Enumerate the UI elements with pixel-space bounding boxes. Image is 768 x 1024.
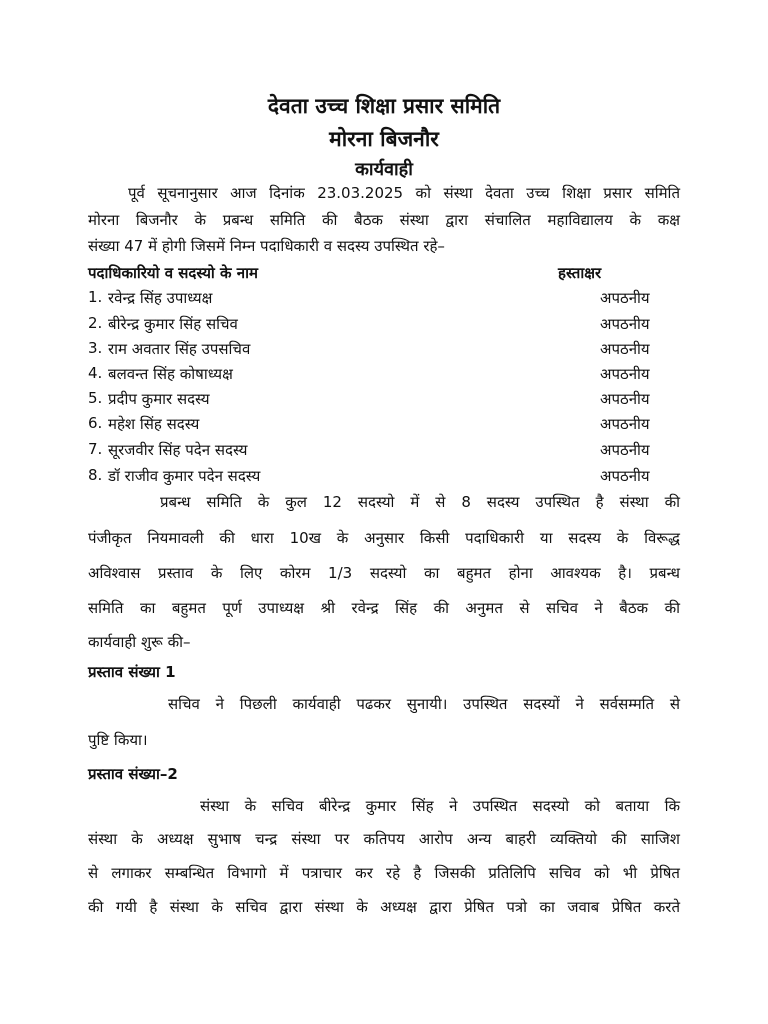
member-signature: अपठनीय [600,467,650,485]
quorum-line: अविश्वास प्रस्ताव के लिए कोरम 1/3 सदस्यो का बहुमत होना आवश्यक है। प्रबन्ध [88,564,680,582]
member-signature: अपठनीय [600,365,650,383]
member-name: राम अवतार सिंह उपसचिव [108,340,251,358]
member-row [88,314,668,336]
member-number: 7. [88,440,103,458]
intro-line: पूर्व सूचनानुसार आज दिनांक 23.03.2025 को संस्था देवता उच्च शिक्षा प्रसार समिति [128,184,680,202]
members-signature-column-header: हस्ताक्षर [558,264,602,282]
member-name: महेश सिंह सदस्य [108,415,200,433]
member-name: डॉ राजीव कुमार पदेन सदस्य [108,467,261,485]
member-number: 6. [88,414,103,432]
member-row [88,440,668,462]
member-signature: अपठनीय [600,415,650,433]
quorum-line: पंजीकृत नियमावली की धारा 10ख के अनुसार किसी पदाधिकारी या सदस्य के विरूद्ध [88,529,680,547]
resolution-2-heading: प्रस्ताव संख्या–2 [88,765,178,783]
member-signature: अपठनीय [600,315,650,333]
location-heading: मोरना बिजनौर [329,127,439,151]
resolution-1-heading: प्रस्ताव संख्या 1 [88,663,176,681]
intro-line: संख्या 47 में होगी जिसमें निम्न पदाधिकारी व सदस्य उपस्थित रहे– [88,237,445,255]
member-name: प्रदीप कुमार सदस्य [108,390,210,408]
resolution-2-line: से लगाकर सम्बन्धित विभागो में पत्राचार कर रहे है जिसकी प्रतिलिपि सचिव को भी प्रेषित [88,864,680,882]
member-signature: अपठनीय [600,441,650,459]
member-name: रवेन्द्र सिंह उपाध्यक्ष [108,289,213,307]
member-row [88,466,668,488]
member-row [88,339,668,361]
member-row [88,288,668,310]
member-name: बीरेन्द्र कुमार सिंह सचिव [108,315,238,333]
member-name: बलवन्त सिंह कोषाध्यक्ष [108,365,233,383]
member-row [88,389,668,411]
resolution-1-line: पुष्टि किया। [88,731,148,749]
quorum-line: कार्यवाही शुरू की– [88,633,191,651]
intro-line: मोरना बिजनौर के प्रबन्ध समिति की बैठक संस्था द्वारा संचालित महाविद्यालय के कक्ष [88,211,680,229]
member-signature: अपठनीय [600,390,650,408]
member-row [88,364,668,386]
member-row [88,414,668,436]
quorum-line: समिति का बहुमत पूर्ण उपाध्यक्ष श्री रवेन्द्र सिंह की अनुमत से सचिव ने बैठक की [88,599,680,617]
member-signature: अपठनीय [600,289,650,307]
member-signature: अपठनीय [600,340,650,358]
resolution-2-line: संस्था के अध्यक्ष सुभाष चन्द्र संस्था पर कतिपय आरोप अन्य बाहरी व्यक्तियो की साजिश [88,830,680,848]
member-number: 4. [88,364,103,382]
org-name-heading: देवता उच्च शिक्षा प्रसार समिति [267,94,501,118]
resolution-2-line: की गयी है संस्था के सचिव द्वारा संस्था के अध्यक्ष द्वारा प्रेषित पत्रो का जवाब प्रेषित करते [88,898,680,916]
member-name: सूरजवीर सिंह पदेन सदस्य [108,441,248,459]
member-number: 2. [88,314,103,332]
member-number: 3. [88,339,103,357]
member-number: 8. [88,466,103,484]
members-name-column-header: पदाधिकारियो व सदस्यो के नाम [88,264,258,282]
document-title: कार्यवाही [355,159,413,180]
resolution-1-line: सचिव ने पिछली कार्यवाही पढकर सुनायी। उपस्थित सदस्यों ने सर्वसम्मति से [168,695,680,713]
resolution-2-line: संस्था के सचिव बीरेन्द्र कुमार सिंह ने उपस्थित सदस्यो को बताया कि [200,797,680,815]
quorum-line: प्रबन्ध समिति के कुल 12 सदस्यो में से 8 सदस्य उपस्थित है संस्था की [160,493,680,511]
member-number: 1. [88,288,103,306]
member-number: 5. [88,389,103,407]
